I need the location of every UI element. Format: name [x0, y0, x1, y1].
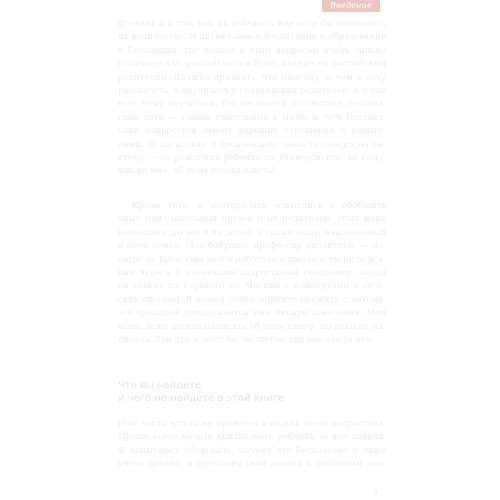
paragraph-line: рассказать, я научилась у голландских родителей. А у них	[118, 86, 387, 97]
paragraph-line: лями. И поскольку я досконально знаю голландскую си-	[118, 139, 386, 150]
paragraph-line: кие чудеса с учениками-подростками (например, поход	[118, 268, 386, 279]
running-header-text: Введение	[330, 1, 372, 10]
paragraph-line: Проще всего начать критиковать ребенка за все подряд.	[118, 432, 386, 443]
paragraph-line: ские дети — самые счастливые в мире, и 70% голланд-	[118, 112, 386, 123]
paragraph-line: ских школах). В нашей семье принято дружить с детьми,	[118, 294, 386, 305]
subheading-line: и чего не найдете в этой книге	[118, 393, 285, 404]
paragraph-1	[118, 18, 386, 179]
paragraph-line: их количество. И пятая глава о воспитании и образовании	[118, 32, 387, 43]
paragraph-line: есть чему поучиться. По последней статистике голланд-	[118, 99, 386, 110]
paragraph-line: очень вредно, и предложу свой подход к типичным под-	[118, 459, 386, 470]
paragraph-line: нынешних друзей и их детей, а также опыт, накопленный	[118, 227, 386, 238]
paragraph-line: на лыжах из Горького до Москвы с концертами в сель-	[118, 281, 386, 292]
paragraph-line: мама даже хотела написать об этом книгу, но пока не на-	[118, 321, 386, 332]
page-number: 5	[373, 488, 379, 497]
running-header-tab	[322, 0, 380, 12]
paragraph-line: Я попытаюсь объяснить, почему это бесполезно и даже	[118, 445, 386, 456]
paragraph-line: эта традиция продолжается уже четыре поколения. Моя	[118, 308, 386, 319]
section-subheading	[118, 379, 386, 405]
paragraph-line: в моей семье. Моя бабушка, профессор дидактики, — по-	[118, 241, 386, 252]
paragraph-line: стему — от рождения ребенка до университета, то кому,	[118, 153, 386, 164]
paragraph-line: Кроме того, я постаралась осмыслить и обобщить	[132, 201, 386, 211]
paragraph-2	[118, 200, 386, 347]
subheading-line: Что вы найдете	[118, 380, 202, 391]
paragraph-line: флэнтах и о том, как их избежать или хотя бы уменьшить	[118, 19, 386, 29]
paragraph-line: лагог от Бога. Она долго работала в школе и творила вся-	[118, 254, 386, 265]
paragraph-line: Нам часто что-то не нравится в наших детях-подростках.	[118, 419, 386, 429]
paragraph-line: отличается от российского и будет интересен российским	[118, 59, 387, 70]
paragraph-line: опыт моих школьных друзей и их родителей, опыт моих	[118, 214, 386, 225]
paragraph-line: ских подростков имеют хорошие отношения с родите-	[118, 126, 386, 137]
paragraph-line: в Голландии, где подход к этим вопросам очень сильно	[118, 45, 386, 56]
paragraph-line: родителям. Должна признать, что многому, о чем я хочу	[118, 72, 386, 83]
paragraph-line: писала. Так что я, хотя бы частично, сделаю это за нее.	[118, 335, 375, 346]
paragraph-3	[118, 418, 386, 472]
paragraph-line: как не мне, об этом рассказывать!	[118, 166, 276, 177]
